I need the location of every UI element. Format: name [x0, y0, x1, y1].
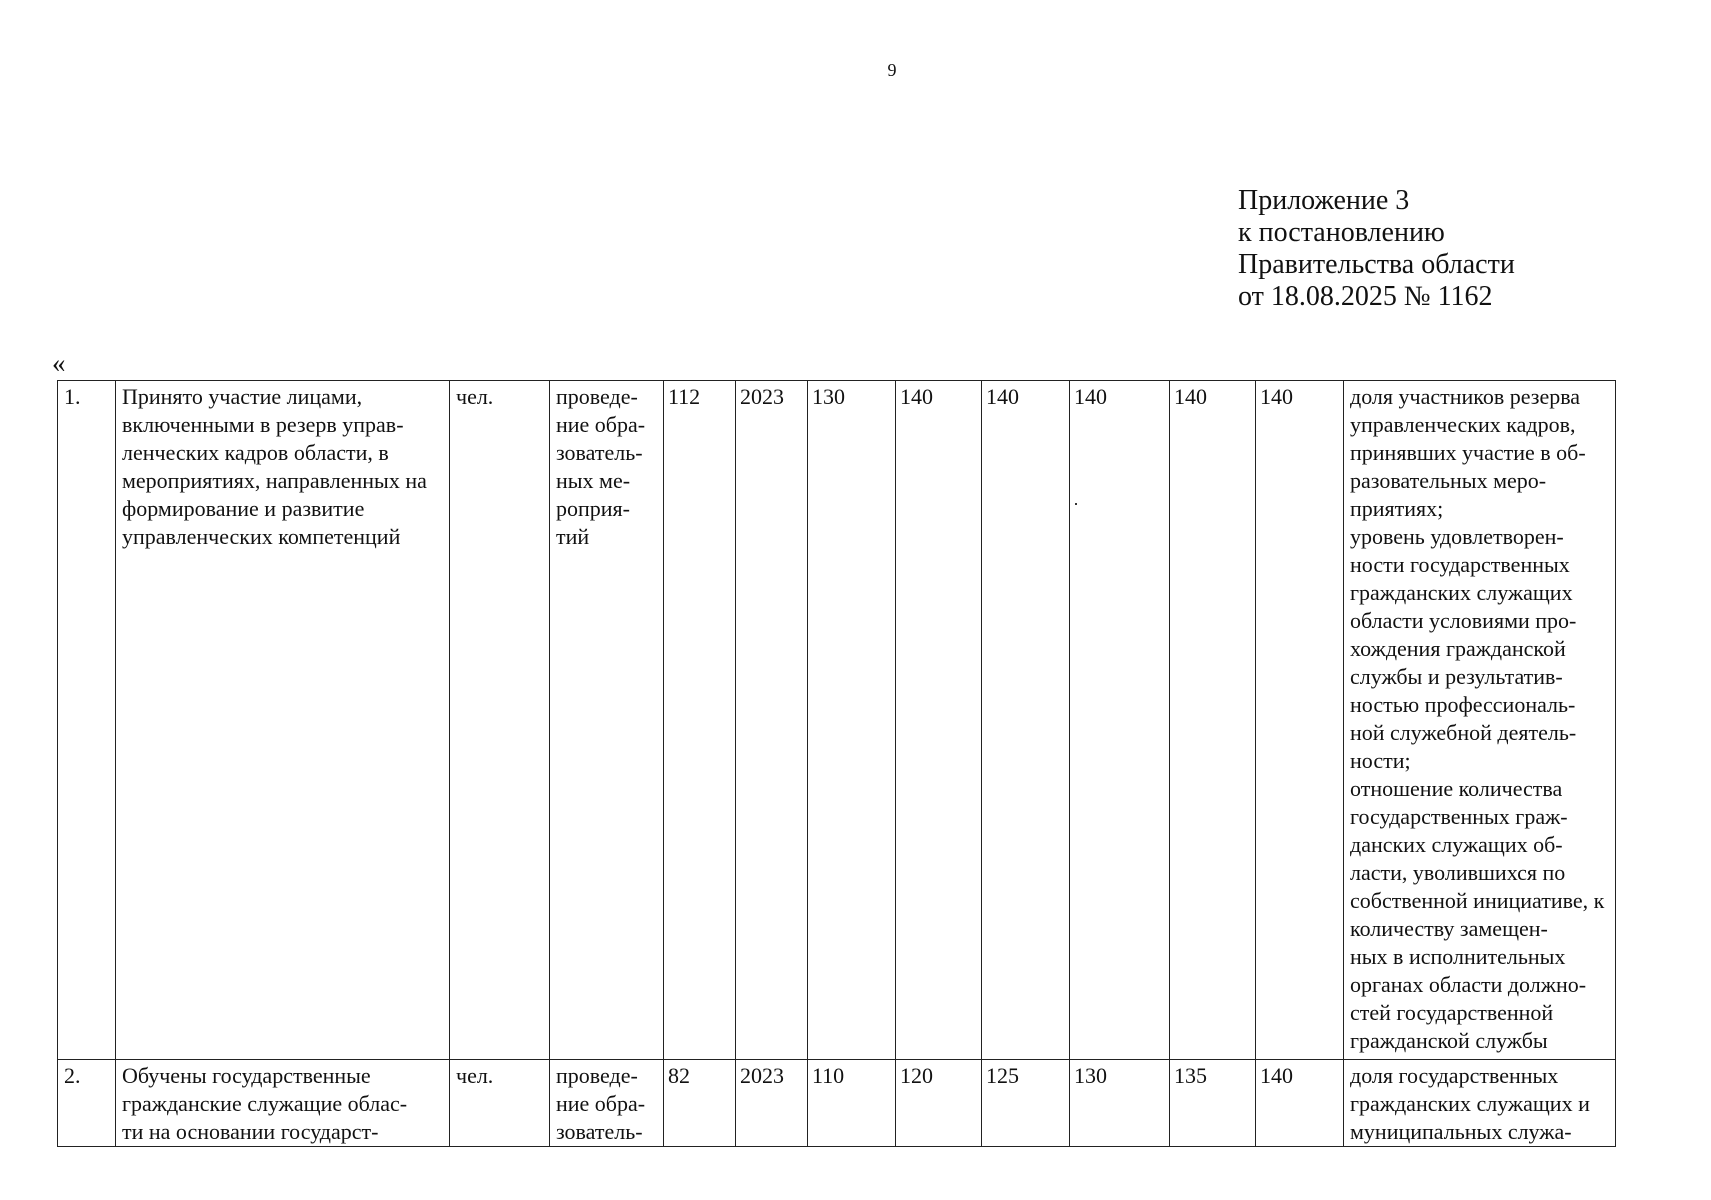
- linked-indicators-cell: доля участников резерва управленческих кадров, принявших участие в об- разовательных меро- приятиях; уровень удовлетворен- ности государственных гражданских служащих области условиями про- хождения гражданской службы и результатив- ностью профессиональ- ной служебной деятель- ности; отношение количества государственных граж- данских служащих об- ласти, уволившихся по собственной инициативе, к количеству замещен- ных в исполнительных органах области должно- стей государственной гражданской службы: [1344, 381, 1616, 1060]
- base-year-cell: 2023: [736, 381, 808, 1060]
- appendix-title: Приложение 3: [1238, 185, 1410, 216]
- base-year-cell: 2023: [736, 1060, 808, 1147]
- appendix-line-date-number: от 18.08.2025 № 1162: [1238, 281, 1493, 312]
- table-row: [58, 381, 1616, 1060]
- indicators-table: [57, 380, 1616, 1147]
- appendix-line-government: Правительства области: [1238, 249, 1515, 280]
- scan-dot-mark: [1075, 503, 1077, 505]
- year-value-cell: 140: [1256, 1060, 1344, 1147]
- year-value-cell: 110: [808, 1060, 896, 1147]
- indicator-name-cell: Обучены государственные гражданские служащие облас- ти на основании государст-: [116, 1060, 450, 1147]
- base-value-cell: 82: [664, 1060, 736, 1147]
- appendix-line-decree: к постановлению: [1238, 217, 1445, 248]
- row-number-cell: 1.: [58, 381, 116, 1060]
- table-row: [58, 1060, 1616, 1147]
- appendix-heading: [1238, 185, 1515, 313]
- year-value-cell: 130: [808, 381, 896, 1060]
- year-value-cell: 120: [896, 1060, 982, 1147]
- unit-cell: чел.: [450, 1060, 550, 1147]
- unit-cell: чел.: [450, 381, 550, 1060]
- year-value-cell: 140: [1170, 381, 1256, 1060]
- year-value-cell: 140: [982, 381, 1070, 1060]
- indicator-name-cell: Принято участие лицами, включенными в резерв управ- ленческих кадров области, в мероприятиях, направленных на формирование и развитие управленческих компетенций: [116, 381, 450, 1060]
- year-value-cell: 140: [1070, 381, 1170, 1060]
- event-type-cell: проведе- ние обра- зователь- ных ме- роприя- тий: [550, 381, 664, 1060]
- event-type-cell: проведе- ние обра- зователь-: [550, 1060, 664, 1147]
- page-number: 9: [887, 60, 897, 80]
- linked-indicators-cell: доля государственных гражданских служащих и муниципальных служа-: [1344, 1060, 1616, 1147]
- opening-quote: «: [52, 348, 66, 378]
- base-value-cell: 112: [664, 381, 736, 1060]
- year-value-cell: 135: [1170, 1060, 1256, 1147]
- year-value-cell: 140: [1256, 381, 1344, 1060]
- year-value-cell: 140: [896, 381, 982, 1060]
- row-number-cell: 2.: [58, 1060, 116, 1147]
- year-value-cell: 130: [1070, 1060, 1170, 1147]
- year-value-cell: 125: [982, 1060, 1070, 1147]
